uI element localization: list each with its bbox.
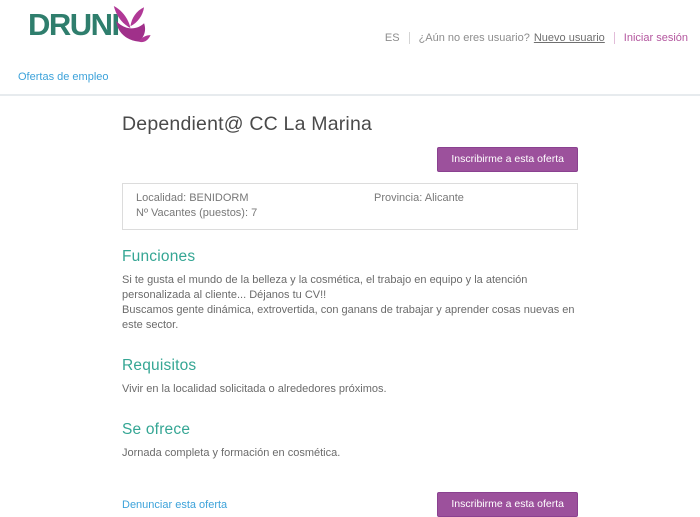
province-field (374, 191, 564, 206)
vacancies-value: 7 (251, 207, 258, 219)
province-value: Alicante (424, 192, 464, 204)
separator (409, 32, 410, 44)
job-offers-nav-link[interactable]: Ofertas de empleo (18, 71, 109, 83)
section-se-ofrece (122, 421, 578, 461)
report-offer-link[interactable]: Denunciar esta oferta (122, 498, 228, 511)
language-selector[interactable]: ES (384, 32, 400, 44)
signup-prompt: ¿Aún no eres usuario? (418, 32, 530, 44)
job-title: Dependient@ CC La Marina (122, 113, 373, 135)
location-value: BENIDORM (189, 192, 249, 204)
apply-button-bottom[interactable]: Inscribirme a esta oferta (437, 492, 578, 517)
druni-logo[interactable] (28, 8, 152, 49)
vacancies-field (136, 206, 374, 221)
vacancies-label: Nº Vacantes (puestos): (136, 207, 249, 219)
bottom-actions-row (122, 492, 578, 517)
job-details-box (122, 183, 578, 230)
separator (614, 32, 615, 44)
section-funciones (122, 248, 578, 333)
flower-icon (110, 6, 152, 49)
funciones-paragraph-2: Buscamos gente dinámica, extrovertida, con ganans de trabajar y aprender cosas nuevas en este sector. (122, 304, 575, 331)
section-heading-requisitos: Requisitos (122, 357, 197, 374)
location-field (136, 191, 374, 206)
section-requisitos (122, 357, 578, 397)
job-offer-content (122, 113, 578, 517)
login-link[interactable]: Iniciar sesión (623, 32, 688, 44)
location-label: Localidad: (136, 192, 187, 204)
requisitos-paragraph: Vivir en la localidad solicitada o alrededores próximos. (122, 383, 387, 395)
top-apply-row (122, 147, 578, 172)
main-navbar (0, 61, 700, 96)
se-ofrece-paragraph: Jornada completa y formación en cosmética. (122, 447, 341, 459)
page-header (0, 0, 700, 61)
new-user-link[interactable]: Nuevo usuario (533, 32, 605, 44)
apply-button-top[interactable]: Inscribirme a esta oferta (437, 147, 578, 172)
druni-logo-text: DRUNI (28, 7, 119, 42)
details-row-1 (136, 191, 564, 206)
funciones-paragraph-1: Si te gusta el mundo de la belleza y la cosmética, el trabajo en equipo y la atención personalizada al cliente... Déjanos tu CV!! (122, 274, 528, 301)
details-row-2 (136, 206, 564, 221)
section-heading-se-ofrece: Se ofrece (122, 421, 191, 438)
section-heading-funciones: Funciones (122, 248, 196, 265)
utility-nav (385, 32, 688, 44)
province-label: Provincia: (374, 192, 423, 204)
